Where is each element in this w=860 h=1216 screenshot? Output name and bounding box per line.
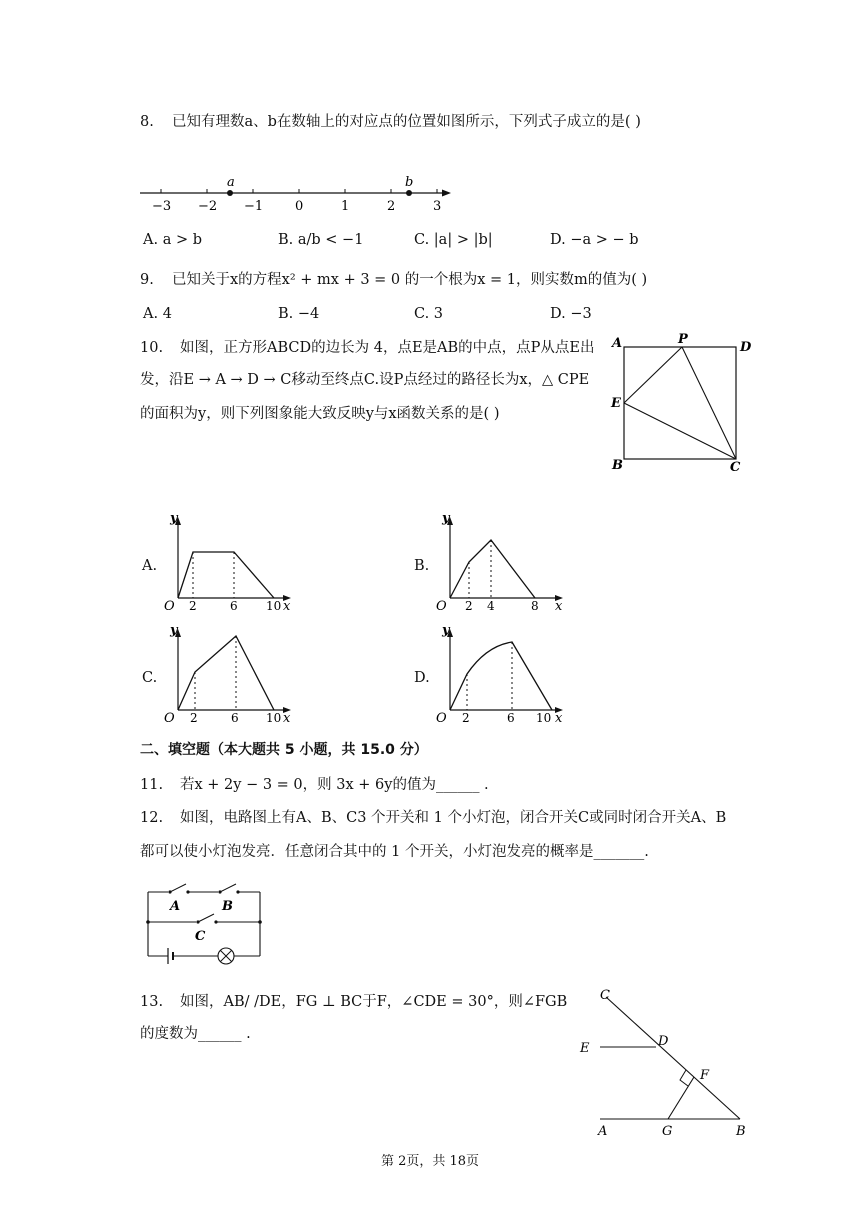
svg-text:6: 6 (507, 711, 515, 725)
label-A: A (598, 1124, 608, 1139)
tick-label: 1 (341, 199, 350, 214)
q8-option-b[interactable]: B. a/b < −1 (278, 232, 364, 248)
q9-number: 9. (140, 272, 154, 288)
q8-number-line (138, 172, 458, 212)
tick-label: −3 (152, 199, 172, 214)
svg-text:y: y (170, 623, 178, 638)
q10-number: 10. (140, 340, 164, 356)
svg-text:2: 2 (465, 599, 473, 613)
q8-option-d[interactable]: D. −a > − b (550, 232, 639, 248)
svg-text:O: O (436, 711, 447, 726)
q12-number: 12. (140, 810, 164, 826)
svg-text:4: 4 (487, 599, 495, 613)
q11-text: 若x + 2y − 3 = 0，则 3x + 6y的值为______ . (180, 777, 489, 793)
tick-label: 2 (387, 199, 396, 214)
tick-label: 0 (295, 199, 304, 214)
switch-a-label: A (170, 899, 181, 914)
label-G: G (662, 1124, 673, 1139)
svg-text:2: 2 (462, 711, 470, 725)
label-E: E (580, 1041, 590, 1056)
label-A: A (612, 336, 623, 351)
q9-option-c[interactable]: C. 3 (414, 306, 444, 322)
q12-line1: 如图，电路图上有A、B、C3 个开关和 1 个小灯泡，闭合开关C或同时闭合开关A、B (180, 810, 727, 826)
q10-option-c-label[interactable]: C. (142, 670, 158, 686)
point-a (227, 190, 233, 196)
label-E: E (611, 396, 621, 411)
switch-c-label: C (195, 929, 206, 944)
svg-text:x: x (555, 599, 563, 614)
label-F: F (700, 1068, 710, 1083)
q10-graph-c[interactable] (162, 622, 302, 726)
svg-text:2: 2 (190, 711, 198, 725)
svg-text:6: 6 (230, 599, 238, 613)
q9-text: 已知关于x的方程x² + mx + 3 = 0 的一个根为x = 1，则实数m的值为( ) (172, 272, 648, 288)
svg-text:y: y (442, 623, 450, 638)
svg-text:6: 6 (231, 711, 239, 725)
q10-graph-d[interactable] (434, 622, 574, 726)
tick-label: 3 (433, 199, 442, 214)
q8-option-c[interactable]: C. |a| > |b| (414, 232, 493, 248)
label-C: C (600, 988, 610, 1003)
svg-text:2: 2 (189, 599, 197, 613)
tick-label: −1 (244, 199, 264, 214)
svg-text:10: 10 (266, 711, 282, 725)
svg-text:y: y (170, 511, 178, 526)
svg-text:10: 10 (536, 711, 552, 725)
q10-graph-a[interactable] (162, 510, 302, 614)
switch-b-label: B (222, 899, 233, 914)
tick-label: −2 (198, 199, 218, 214)
q13-geometry-figure (578, 985, 778, 1145)
label-B: B (612, 458, 623, 473)
q10-line1: 如图，正方形ABCD的边长为 4，点E是AB的中点，点P从点E出 (180, 340, 595, 356)
q8-number: 8. (140, 114, 154, 130)
q12-line2: 都可以使小灯泡发亮．任意闭合其中的 1 个开关，小灯泡发亮的概率是_______. (140, 844, 649, 860)
point-b-label: b (405, 175, 414, 190)
svg-text:O: O (164, 711, 175, 726)
q10-line3: 的面积为y，则下列图象能大致反映y与x函数关系的是( ) (140, 406, 500, 422)
svg-text:O: O (436, 599, 447, 614)
svg-text:O: O (164, 599, 175, 614)
point-b (406, 190, 412, 196)
q10-graph-b[interactable] (434, 510, 574, 614)
label-D: D (658, 1034, 669, 1049)
q11-number: 11. (140, 777, 164, 793)
label-C: C (730, 460, 741, 475)
page-footer: 第 2页，共 18页 (380, 1154, 480, 1169)
q13-line2: 的度数为______ . (140, 1026, 251, 1042)
section-heading: 二、填空题（本大题共 5 小题，共 15.0 分） (140, 742, 428, 758)
q10-option-a-label[interactable]: A. (142, 558, 158, 574)
svg-text:y: y (442, 511, 450, 526)
q12-circuit-diagram (142, 880, 272, 970)
q10-line2: 发，沿E → A → D → C移动至终点C.设P点经过的路径长为x，△ CPE (140, 372, 590, 388)
label-D: D (740, 340, 752, 355)
q8-option-a[interactable]: A. a > b (143, 232, 202, 248)
q9-option-b[interactable]: B. −4 (278, 306, 320, 322)
svg-text:8: 8 (531, 599, 539, 613)
q8-text: 已知有理数a、b在数轴上的对应点的位置如图所示，下列式子成立的是( ) (172, 114, 641, 130)
svg-text:10: 10 (266, 599, 282, 613)
q10-square-figure (608, 333, 768, 473)
q10-option-b-label[interactable]: B. (414, 558, 430, 574)
label-B: B (736, 1124, 746, 1139)
svg-text:x: x (555, 711, 563, 726)
q9-option-a[interactable]: A. 4 (143, 306, 172, 322)
q13-line1: 如图，AB/ /DE，FG ⊥ BC于F，∠CDE = 30°，则∠FGB (180, 994, 568, 1010)
label-P: P (678, 332, 688, 347)
svg-text:x: x (283, 599, 291, 614)
q9-option-d[interactable]: D. −3 (550, 306, 592, 322)
point-a-label: a (227, 175, 235, 190)
q10-option-d-label[interactable]: D. (414, 670, 430, 686)
svg-text:x: x (283, 711, 291, 726)
q13-number: 13. (140, 994, 164, 1010)
